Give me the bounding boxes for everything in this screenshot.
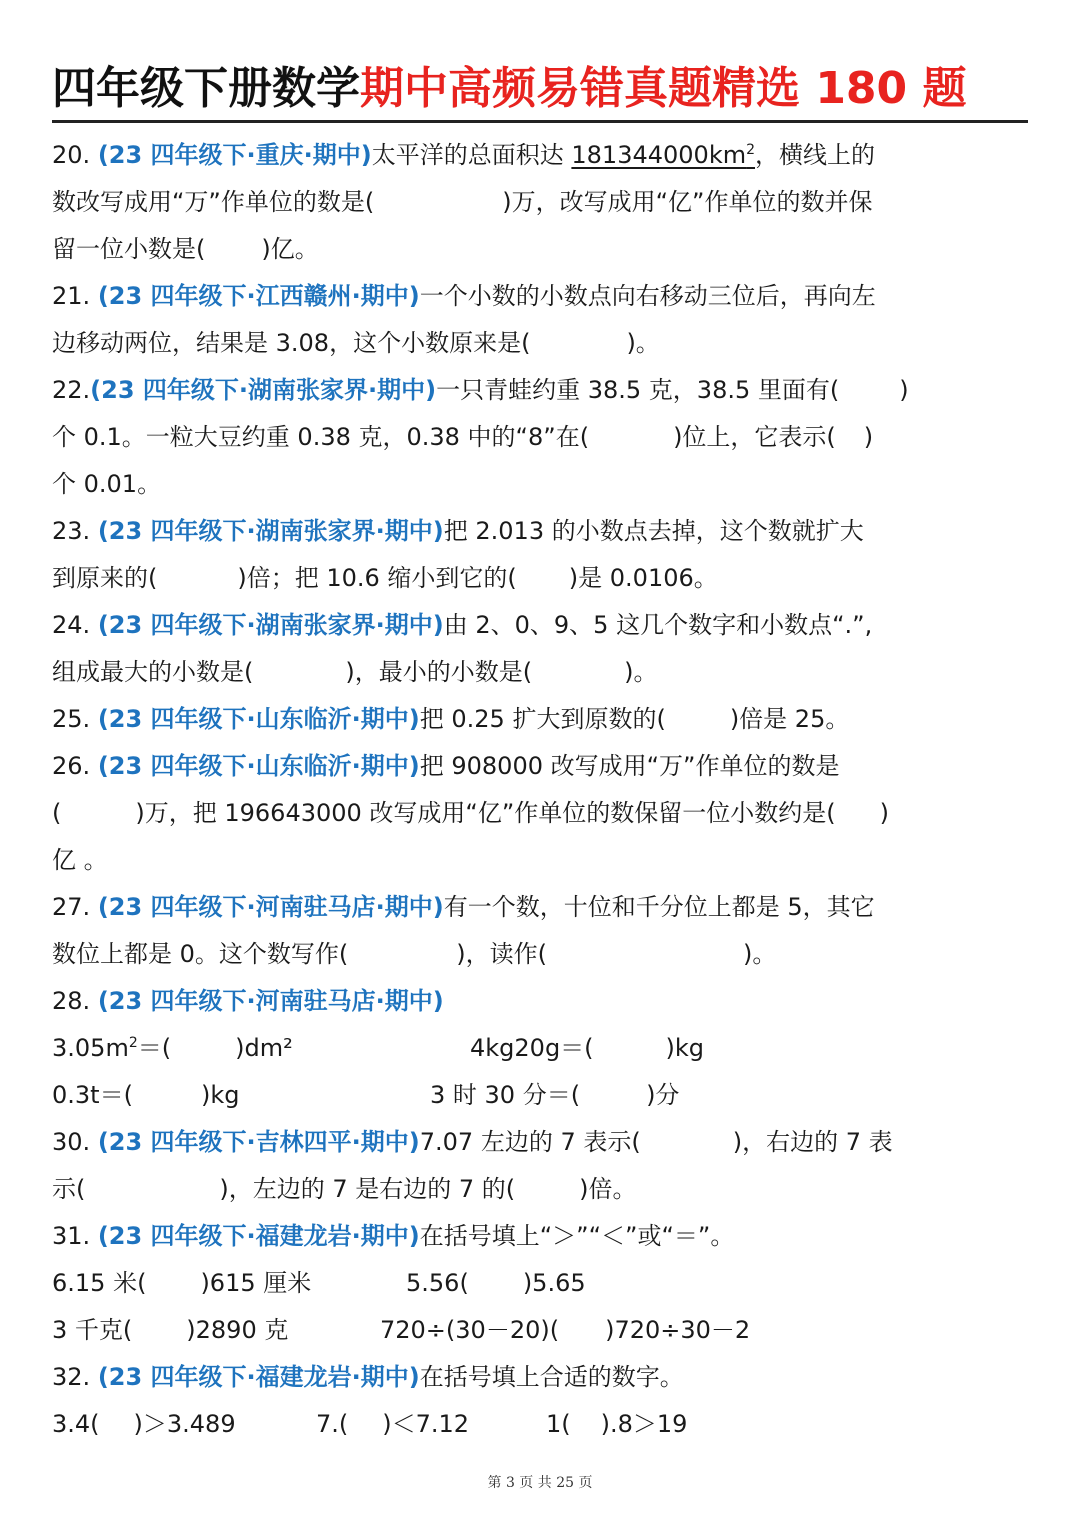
q20-source: (23 四年级下·重庆·期中) <box>97 141 372 169</box>
q31-a2-b: )2890 克 <box>186 1316 289 1344</box>
q22-line2-b: )位上，它表示( <box>673 423 836 451</box>
q24-line2 <box>52 649 1032 696</box>
q30-number: 30. <box>52 1128 91 1156</box>
q24-line2-c: )。 <box>624 658 658 686</box>
q30-text1: 7.07 左边的 7 表示( <box>419 1128 641 1156</box>
q27-line2-a: 数位上都是 0。这个数写作( <box>52 940 349 968</box>
q31-item-b1 <box>406 1260 586 1307</box>
q32-b-b: )＜7.12 <box>382 1410 470 1438</box>
q21-line2-b: )。 <box>626 329 660 357</box>
q24-line2-a: 组成最大的小数是( <box>52 658 254 686</box>
q25-number: 25. <box>52 705 91 733</box>
q22-line2 <box>52 414 1032 461</box>
q32-number: 32. <box>52 1363 91 1391</box>
q23-text1: 把 2.013 的小数点去掉，这个数就扩大 <box>443 517 864 545</box>
q22-text1-close: ) <box>899 376 909 404</box>
q31-item-a2 <box>52 1307 288 1354</box>
q31-number: 31. <box>52 1222 91 1250</box>
q22-line3 <box>52 461 1032 508</box>
q20-line3 <box>52 226 1032 273</box>
q25-text1: 把 0.25 扩大到原数的( <box>419 705 666 733</box>
q28-a1-unit: )dm² <box>235 1034 293 1062</box>
q22-line2-c: ) <box>863 423 874 451</box>
q22-line2-a: 个 0.1。一粒大豆约重 0.38 克，0.38 中的“8”在( <box>52 423 590 451</box>
q22-line1 <box>52 367 1032 414</box>
q31-a1-b: )615 厘米 <box>200 1269 312 1297</box>
q23-source: (23 四年级下·湖南张家界·期中) <box>97 517 444 545</box>
q28-b2-text: 3 时 30 分＝( <box>430 1081 581 1109</box>
q26-line2 <box>52 790 1032 837</box>
q27-line1 <box>52 884 1032 931</box>
q32-item-b <box>316 1401 469 1448</box>
q26-line1 <box>52 743 1032 790</box>
q23-line2 <box>52 555 1032 602</box>
q20-superscript: 2 <box>746 142 756 158</box>
q27-number: 27. <box>52 893 91 921</box>
q28-source: (23 四年级下·河南驻马店·期中) <box>97 987 444 1015</box>
q27-text1: 有一个数，十位和千分位上都是 5，其它 <box>443 893 875 921</box>
question-list <box>52 132 1032 1448</box>
q28-item-a1 <box>52 1025 293 1072</box>
q26-line2-c: ) <box>879 799 890 827</box>
q31-row2 <box>52 1307 1032 1354</box>
q26-line3 <box>52 837 1032 884</box>
q30-line2-c: )倍。 <box>579 1175 637 1203</box>
q28-a1-text: 3.05m <box>52 1034 129 1062</box>
q31-b2-b: )720÷30－2 <box>605 1316 751 1344</box>
q20-number: 20. <box>52 141 91 169</box>
q22-text1: 一只青蛙约重 38.5 克，38.5 里面有( <box>436 376 840 404</box>
q28-row1 <box>52 1025 1032 1072</box>
q27-line2 <box>52 931 1032 978</box>
q32-line1 <box>52 1354 1032 1401</box>
q28-number: 28. <box>52 987 91 1015</box>
q32-a-text: 3.4( <box>52 1410 100 1438</box>
q26-text1: 把 908000 改写成用“万”作单位的数是 <box>419 752 840 780</box>
q27-line2-b: )，读作( <box>456 940 547 968</box>
q26-line2-a: ( <box>52 799 62 827</box>
q28-line1 <box>52 978 1032 1025</box>
q28-row2 <box>52 1072 1032 1119</box>
q22-number: 22. <box>52 376 91 404</box>
q30-line2-b: )，左边的 7 是右边的 7 的( <box>219 1175 516 1203</box>
q28-a2-text: 0.3t＝( <box>52 1081 133 1109</box>
q31-a1-text: 6.15 米( <box>52 1269 147 1297</box>
q28-b1-text: 4kg20g＝( <box>470 1034 594 1062</box>
q28-a1-eq: ＝( <box>137 1034 172 1062</box>
q26-number: 26. <box>52 752 91 780</box>
q26-source: (23 四年级下·山东临沂·期中) <box>97 752 420 780</box>
title-black-part: 四年级下册数学 <box>52 63 360 114</box>
q32-a-b: )＞3.489 <box>133 1410 236 1438</box>
q32-item-a <box>52 1401 236 1448</box>
q28-a1-sup: 2 <box>128 1035 138 1051</box>
q20-text2: ，横线上的 <box>755 141 876 169</box>
q28-item-a2 <box>52 1072 239 1119</box>
q21-line2-a: 边移动两位，结果是 3.08，这个小数原来是( <box>52 329 531 357</box>
q30-source: (23 四年级下·吉林四平·期中) <box>97 1128 420 1156</box>
q20-area-value: 181344000km <box>571 141 747 169</box>
q21-source: (23 四年级下·江西赣州·期中) <box>97 282 420 310</box>
q31-text1: 在括号填上“＞”“＜”或“＝”。 <box>419 1222 735 1250</box>
q23-number: 23. <box>52 517 91 545</box>
q24-line1 <box>52 602 1032 649</box>
q31-row1 <box>52 1260 1032 1307</box>
q32-c-b: ).8＞19 <box>600 1410 688 1438</box>
page-title <box>52 58 1032 120</box>
q28-item-b2 <box>430 1072 679 1119</box>
q20-line2-b: )万，改写成用“亿”作单位的数并保 <box>502 188 873 216</box>
q30-line2 <box>52 1166 1032 1213</box>
q27-line2-c: )。 <box>743 940 777 968</box>
q31-b1-b: )5.65 <box>522 1269 586 1297</box>
q31-item-b2 <box>380 1307 750 1354</box>
q30-text1-b: )，右边的 7 表 <box>732 1128 893 1156</box>
q32-text1: 在括号填上合适的数字。 <box>419 1363 684 1391</box>
q21-line2 <box>52 320 1032 367</box>
q24-line2-b: )，最小的小数是( <box>345 658 533 686</box>
q31-b1-text: 5.56( <box>406 1269 469 1297</box>
q23-line2-a: 到原来的( <box>52 564 158 592</box>
q22-source: (23 四年级下·湖南张家界·期中) <box>90 376 437 404</box>
q24-source: (23 四年级下·湖南张家界·期中) <box>97 611 444 639</box>
q20-line2 <box>52 179 1032 226</box>
q25-source: (23 四年级下·山东临沂·期中) <box>97 705 420 733</box>
q22-line3: 个 0.01。 <box>52 470 162 498</box>
q21-number: 21. <box>52 282 91 310</box>
q31-b2-text: 720÷(30－20)( <box>380 1316 560 1344</box>
q20-text1: 太平洋的总面积达 <box>371 141 572 169</box>
q20-line2-a: 数改写成用“万”作单位的数是( <box>52 188 375 216</box>
q27-source: (23 四年级下·河南驻马店·期中) <box>97 893 444 921</box>
q30-line2-a: 示( <box>52 1175 86 1203</box>
q26-line2-b: )万，把 196643000 改写成用“亿”作单位的数保留一位小数约是( <box>135 799 836 827</box>
q25-text1-close: )倍是 25。 <box>729 705 850 733</box>
q24-number: 24. <box>52 611 91 639</box>
q23-line2-c: )是 0.0106。 <box>568 564 718 592</box>
q20-underlined-number <box>571 141 755 169</box>
q28-a2-unit: )kg <box>200 1081 240 1109</box>
q32-source: (23 四年级下·福建龙岩·期中) <box>97 1363 420 1391</box>
q21-line1 <box>52 273 1032 320</box>
q28-b1-unit: )kg <box>665 1034 705 1062</box>
page-footer: 第 3 页 共 25 页 <box>487 1475 593 1491</box>
q26-line3: 亿 。 <box>52 846 108 874</box>
q31-line1 <box>52 1213 1032 1260</box>
q24-text1: 由 2、0、9、5 这几个数字和小数点“.”, <box>443 611 873 639</box>
q32-c-text: 1( <box>546 1410 571 1438</box>
q25-line1 <box>52 696 1032 743</box>
q28-item-b1 <box>470 1025 704 1072</box>
q31-a2-text: 3 千克( <box>52 1316 133 1344</box>
q28-b2-unit: )分 <box>646 1081 680 1109</box>
q20-line3-b: )亿。 <box>261 235 319 263</box>
q31-source: (23 四年级下·福建龙岩·期中) <box>97 1222 420 1250</box>
q21-text1: 一个小数的小数点向右移动三位后，再向左 <box>419 282 876 310</box>
q31-item-a1 <box>52 1260 311 1307</box>
q23-line2-b: )倍；把 10.6 缩小到它的( <box>237 564 517 592</box>
q32-item-c <box>546 1401 687 1448</box>
title-underline <box>52 120 1028 123</box>
q30-line1 <box>52 1119 1032 1166</box>
q32-row1 <box>52 1401 1032 1448</box>
q20-line1 <box>52 132 1032 179</box>
q32-b-text: 7.( <box>316 1410 349 1438</box>
q23-line1 <box>52 508 1032 555</box>
title-red-part: 期中高频易错真题精选 180 题 <box>360 63 967 114</box>
q20-line3-a: 留一位小数是( <box>52 235 206 263</box>
